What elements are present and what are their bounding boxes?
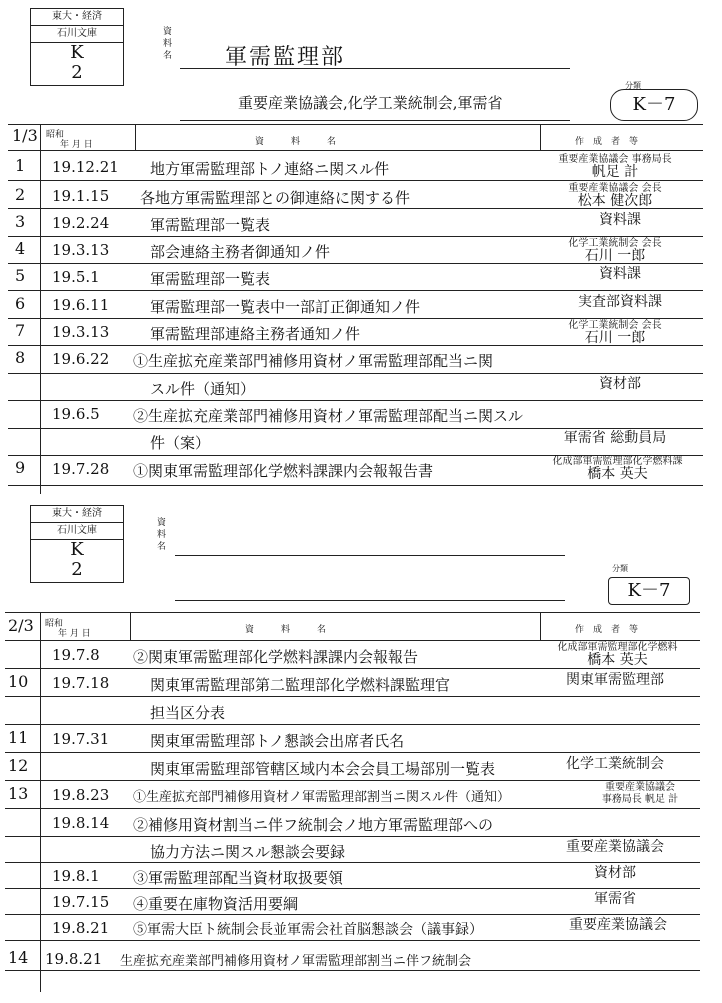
header-date: 年 月 日 [60, 140, 93, 150]
header-material: 資 料 名 [255, 137, 337, 147]
page-number: 1/3 [12, 126, 38, 145]
header-material: 資 料 名 [245, 625, 327, 635]
class-label: 分類 [625, 81, 641, 90]
stamp-code: K 2 [70, 42, 84, 83]
bottom-sheet: 東大・経済 石川文庫 K 2 資 料 名 分類 K－7 2/3 昭和 年 月 日 資 料 名 作 成 者 等 19.7.8 ②関東軍需監理部化学燃料課課内会報報告 化成部軍需監理部化学燃料 橋本 英夫 10 19.7.18 関東軍需監理部第二監理部化学燃料課監理官 関東軍需監理部 担当区分表 11 19.7.31 関東軍需監理部トノ懇談会出席者氏名 12 関東軍需監理部管轄区域内本会会員工場部別一覧表 化学工業統制会 13 19.8.23 ①生産拡充部門補修用資材ノ軍需監理部割当ニ関スル件（通知） 重要産業協議会 事務局長 帆足 計 19.8.14 ②補修用資材割当ニ伴フ統制会ノ地方軍需監理部への 協力方法ニ関スル懇談会要録 重要産業協議会 19.8.1 ③軍需監理部配当資材取扱要領 資材部 19.7.15 ④重要在庫物資活用要綱 軍需省 19.8.21 ⑤軍需大臣ト統制会長並軍需会社首脳懇談会（議事録） 重要産業協議会 14 19.8.21 生産拡充産業部門補修用資材ノ軍需監理部割当ニ伴フ統制会 [0, 500, 722, 1003]
stamp-line2: 石川文庫 [31, 523, 123, 540]
document-title: 軍需監理部 [225, 45, 346, 70]
header-era: 昭和 [45, 619, 64, 629]
header-date: 年 月 日 [58, 629, 91, 639]
header-author: 作 成 者 等 [575, 137, 639, 147]
stamp-line1: 東大・経済 [31, 9, 123, 26]
class-code: K－7 [610, 89, 698, 121]
shiryo-label: 資 料 名 [157, 518, 167, 552]
stamp-line1: 東大・経済 [31, 506, 123, 523]
top-sheet: 東大・経済 石川文庫 K 2 資 料 名 軍需監理部 重要産業協議会,化学工業統制会,軍需省 分類 K－7 1/3 昭和 年 月 日 資 料 名 作 成 者 等 1 19.12.21 地方軍需監理部トノ連絡ニ関スル件 重要産業協議会 事務局長 帆足 計 2 19.1.15 各地方軍需監理部との御連絡に関する件 重要産業協議会 会長 松本 健次郎 3 19.2.24 軍需監理部一覧表 資料課 4 19.3.13 部会連絡主務者御通知ノ件 化学工業統制会 会長 石川 一郎 5 19.5.1 軍需監理部一覧表 資料課 6 19.6.11 軍需監理部一覧表中一部訂正御通知ノ件 実査部資料課 7 19.3.13 軍需監理部連絡主務者通知ノ件 化学工業統制会 会長 石川 一郎 8 19.6.22 ①生産拡充産業部門補修用資材ノ軍需監理部配当ニ関 スル件（通知） 資材部 19.6.5 ②生産拡充産業部門補修用資材ノ軍需監理部配当ニ関スル 件（案） 軍需省 総動員局 9 19.7.28 ①関東軍需監理部化学燃料課課内会報報告書 化成部軍需監理部化学燃料課 橋本 英夫 [0, 0, 722, 500]
header-era: 昭和 [46, 130, 65, 140]
stamp-code: K 2 [70, 539, 84, 580]
stamp-line2: 石川文庫 [31, 26, 123, 43]
header-author: 作 成 者 等 [575, 625, 639, 635]
class-code: K－7 [608, 577, 690, 605]
document-subtitle: 重要産業協議会,化学工業統制会,軍需省 [238, 94, 503, 112]
library-stamp [30, 8, 124, 86]
shiryo-label: 資 料 名 [163, 27, 173, 61]
class-label: 分類 [612, 564, 628, 573]
library-stamp [30, 505, 124, 583]
page-number: 2/3 [8, 616, 34, 635]
